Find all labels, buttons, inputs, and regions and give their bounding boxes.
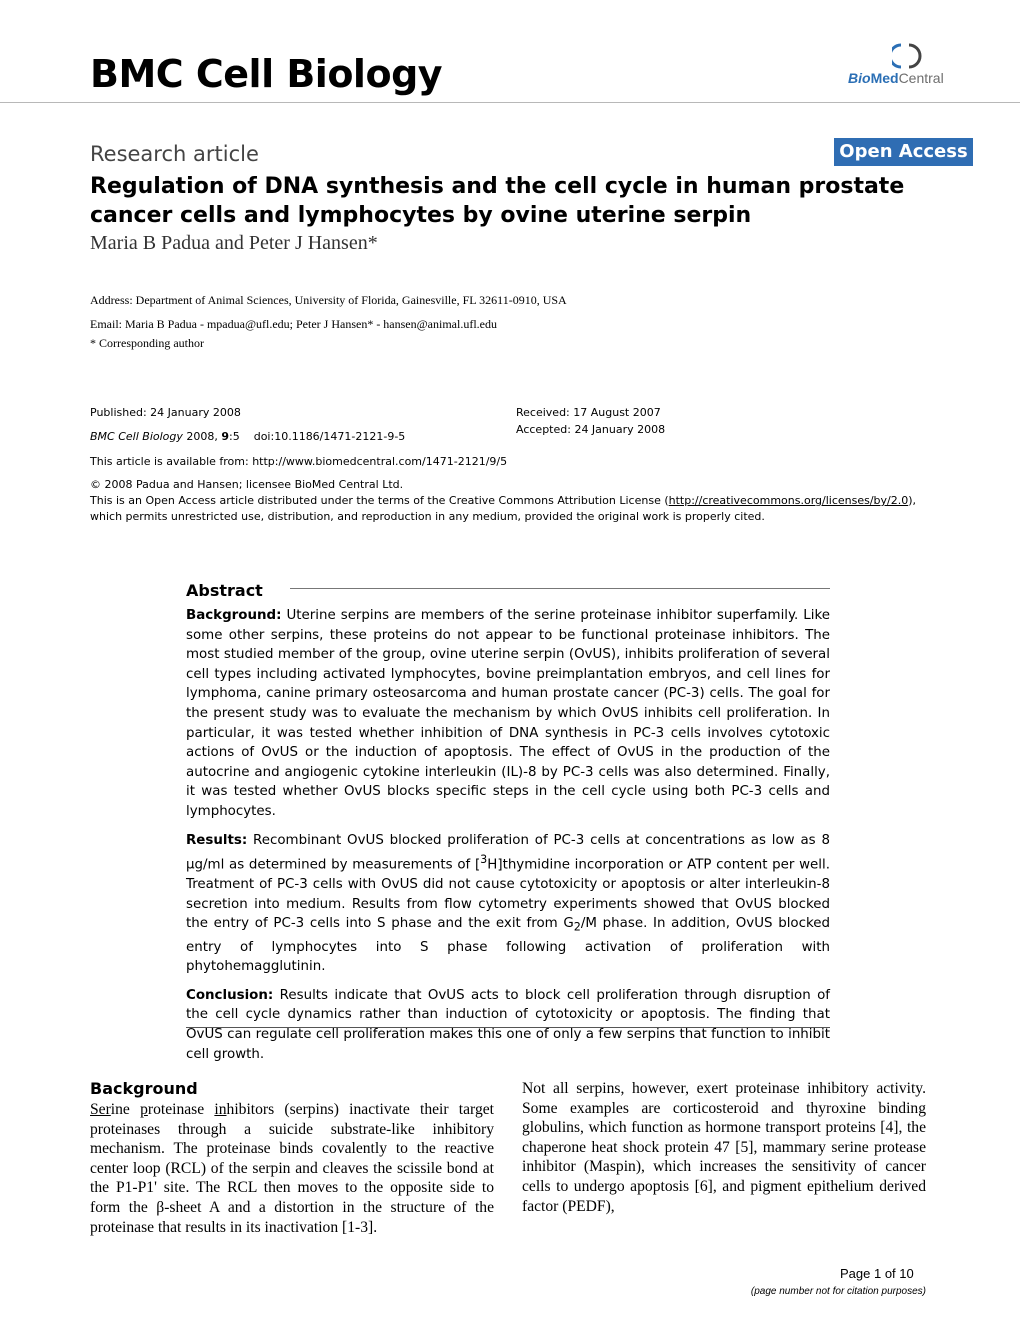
abstract-heading: Abstract [186, 581, 263, 600]
citation-line [90, 429, 405, 445]
abstract-top-rule [290, 588, 830, 589]
logo-bio-text: Bio [848, 70, 871, 86]
authors: Maria B Padua and Peter J Hansen* [90, 232, 378, 254]
abstract-background-paragraph [186, 606, 830, 822]
abstract-results-text-a: Recombinant OvUS blocked proliferation of PC-3 cells at concentrations as low as 8 μg/ml as determined by measurements of [ [186, 832, 830, 873]
abstract-background-text: Uterine serpins are members of the serine proteinase inhibitor superfamily. Like some other serpins, these proteins do not appear to be functional proteinase inhibitors. The most studied member of the group, ovine uterine serpin (OvUS), inhibits proliferation of several cell types including activated lymphocytes, bovine preimplantation embryos, and cell lines for lymphoma, canine primary osteosarcoma and human prostate cancer (PC-3) cells. The goal for the present study was to evaluate the mechanism by which OvUS inhibits cell proliferation. In particular, it was tested whether inhibition of DNA synthesis in PC-3 cells involves cytotoxic actions of OvUS or the induction of apoptosis. The effect of OvUS in the production of the autocrine and angiogenic cytokine interleukin (IL)-8 by PC-3 cells was also determined. Finally, it was tested whether OvUS blocks specific steps in the cell cycle using both PC-3 cells and lymphocytes. [186, 608, 830, 819]
citation-journal: BMC Cell Biology [90, 430, 183, 443]
bg-col1-rest: hibitors (serpins) inactivate their target proteinases through a suicide substrate-like inhibitory mechanism. The proteinase binds covalently to the reactive center loop (RCL) of the serpin and cleaves the scissile bond at the P1-P1' site. The RCL then moves to the opposite side to form the β-sheet A and a distortion in the structure of the proteinase that results in its inactivation [1-3]. [90, 1101, 494, 1236]
license-text-b: ), [908, 494, 917, 507]
article-title: Regulation of DNA synthesis and the cell cycle in human prostate cancer cells and lymphocytes by ovine uterine serpin [90, 174, 905, 228]
biomed-central-logo [848, 42, 963, 92]
bg-ine: ine [110, 1101, 141, 1118]
abstract-results-label: Results: [186, 832, 248, 848]
bg-p: p [140, 1101, 148, 1118]
address: Address: Department of Animal Sciences, University of Florida, Gainesville, FL 32611-0910, USA [90, 293, 567, 307]
abstract-results-superscript: 3 [480, 853, 488, 867]
logo-central-text: Central [898, 70, 944, 86]
abstract-results-text-c: /M phase. In addition, OvUS blocked entry of lymphocytes into S phase following activation of proliferation with phytohemagglutinin. [186, 916, 830, 975]
citation-volume: 9 [221, 430, 230, 443]
logo-med-text: Med [870, 70, 899, 86]
corresponding-author-note: * Corresponding author [90, 336, 204, 350]
license-text-a: This is an Open Access article distributed under the terms of the Creative Commons Attribution License ( [90, 494, 669, 507]
biomed-central-logo-icon [892, 42, 922, 70]
abstract-bottom-rule [186, 1027, 830, 1028]
received-date: Received: 17 August 2007 [516, 406, 661, 419]
journal-title: BMC Cell Biology [90, 52, 443, 96]
bg-roteinase: roteinase [147, 1101, 215, 1118]
page-number: Page 1 of 10 [840, 1266, 914, 1281]
header-divider [0, 102, 1020, 103]
published-date: Published: 24 January 2008 [90, 406, 241, 419]
abstract-conclusion-label: Conclusion: [186, 987, 274, 1003]
license-line-continued: which permits unrestricted use, distribution, and reproduction in any medium, provided the original work is properly cited. [90, 510, 765, 523]
abstract-body [186, 606, 830, 1073]
license-link[interactable]: http://creativecommons.org/licenses/by/2.0 [668, 494, 909, 507]
email-line: Email: Maria B Padua - mpadua@ufl.edu; Peter J Hansen* - hansen@animal.ufl.edu [90, 317, 497, 331]
article-type: Research article [90, 142, 259, 166]
abstract-results-subscript: 2 [573, 921, 581, 935]
citation-year: 2008, [182, 430, 222, 443]
abstract-conclusion-paragraph [186, 986, 830, 1064]
background-column-1 [90, 1100, 494, 1237]
article-url-line[interactable]: This article is available from: http://www.biomedcentral.com/1471-2121/9/5 [90, 455, 508, 468]
bg-ser: Ser [90, 1101, 111, 1118]
abstract-background-label: Background: [186, 608, 282, 623]
citation-doi: :5 doi:10.1186/1471-2121-9-5 [229, 430, 406, 443]
license-line [90, 493, 930, 509]
abstract-results-text-b: H]thymidine incorporation or ATP content per well. Treatment of PC-3 cells with OvUS did not cause cytotoxicity or apoptosis or alter interleukin-8 secretion into medium. Results from flow cytometry experiments showed that OvUS blocked the entry of PC-3 cells into S phase and the exit from G [186, 857, 830, 932]
page-number-note: (page number not for citation purposes) [750, 1286, 926, 1297]
abstract-results-paragraph [186, 831, 830, 977]
abstract-conclusion-text: Results indicate that OvUS acts to block cell proliferation through disruption of the cell cycle dynamics rather than induction of cytotoxicity or apoptosis. The finding that OvUS can regulate cell proliferation makes this one of only a few serpins that function to inhibit cell growth. [186, 987, 830, 1062]
accepted-date: Accepted: 24 January 2008 [516, 423, 666, 436]
background-heading: Background [90, 1079, 198, 1098]
bg-in: in [214, 1101, 227, 1118]
background-column-2: Not all serpins, however, exert proteinase inhibitory activity. Some examples are corticosteroid and thyroxine binding globulins, which function as hormone transport proteins [4], the chaperone heat shock protein 47 [5], mammary serine protease inhibitor (Maspin), which increases the sensitivity of cancer cells to undergo apoptosis [6], and pigment epithelium derived factor (PEDF), [522, 1080, 926, 1215]
copyright-line: © 2008 Padua and Hansen; licensee BioMed Central Ltd. [90, 478, 404, 491]
open-access-badge: Open Access [834, 138, 973, 166]
